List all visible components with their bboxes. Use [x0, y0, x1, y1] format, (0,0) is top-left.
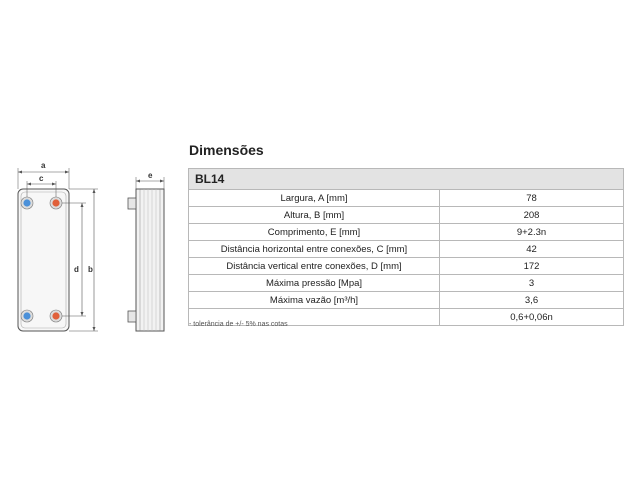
spec-value: 3,6	[440, 292, 624, 309]
dimension-label-d: d	[74, 265, 79, 274]
dimension-b	[69, 189, 98, 331]
plate-front-view	[18, 189, 69, 331]
section-title: Dimensões	[189, 142, 264, 158]
table-row	[189, 241, 624, 258]
table-row	[189, 292, 624, 309]
spec-label: Distância horizontal entre conexões, C [mm]	[189, 241, 440, 258]
table-row	[189, 258, 624, 275]
table-row	[189, 207, 624, 224]
spec-value: 172	[440, 258, 624, 275]
port-inlet-bottom-left	[21, 310, 33, 322]
table-row	[189, 190, 624, 207]
model-name: BL14	[189, 169, 624, 190]
spec-value: 9+2.3n	[440, 224, 624, 241]
spec-label: Distância vertical entre conexões, D [mm]	[189, 258, 440, 275]
dimension-label-b: b	[88, 265, 93, 274]
spec-label: Comprimento, E [mm]	[189, 224, 440, 241]
tolerance-note: - tolerância de +/- 5% nas cotas	[189, 321, 288, 328]
dimension-label-c: c	[39, 174, 44, 183]
plate-side-view	[128, 189, 164, 331]
spec-value: 3	[440, 275, 624, 292]
spec-label: Máxima pressão [Mpa]	[189, 275, 440, 292]
spec-value: 42	[440, 241, 624, 258]
dimension-label-e: e	[148, 171, 153, 180]
table-header-row	[189, 169, 624, 190]
spec-label: Largura, A [mm]	[189, 190, 440, 207]
spec-value: 208	[440, 207, 624, 224]
table-row	[189, 224, 624, 241]
spec-value: 0,6+0,06n	[440, 309, 624, 326]
specifications-table	[188, 168, 624, 326]
dimension-label-a: a	[41, 161, 46, 170]
spec-label: Máxima vazão [m³/h]	[189, 292, 440, 309]
spec-label: Altura, B [mm]	[189, 207, 440, 224]
spec-value: 78	[440, 190, 624, 207]
table-row	[189, 275, 624, 292]
port-outlet-bottom-right	[50, 310, 62, 322]
port-outlet-top-right	[50, 197, 62, 209]
port-inlet-top-left	[21, 197, 33, 209]
dimension-e	[136, 171, 164, 189]
dimension-a	[18, 161, 69, 189]
